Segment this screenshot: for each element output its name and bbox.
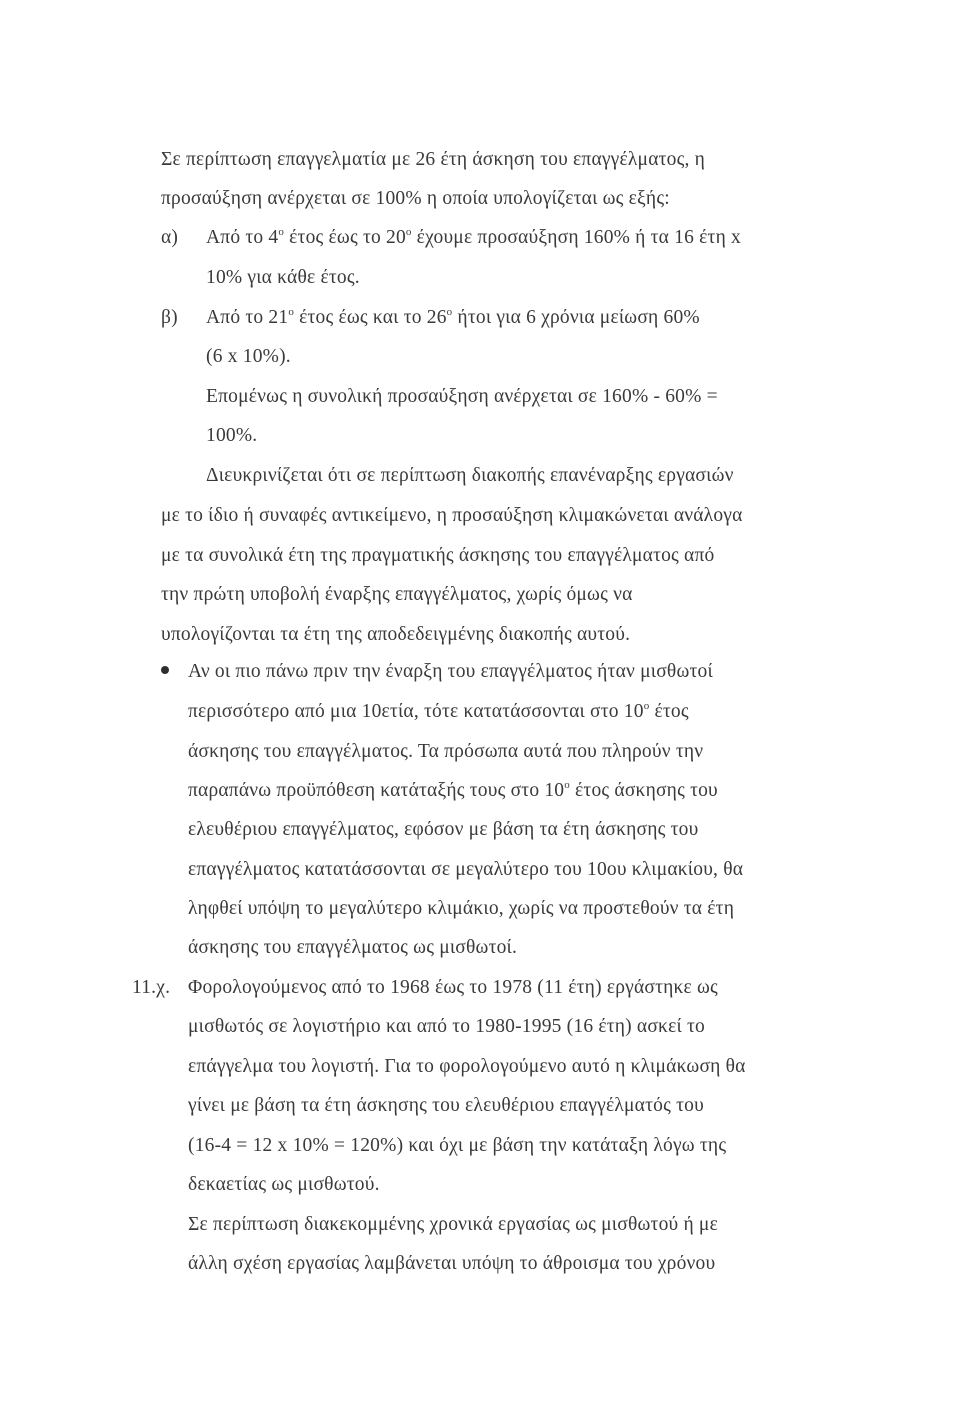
bullet-line: ληφθεί υπόψη το μεγαλύτερο κλιμάκιο, χωρίς να προστεθούν τα έτη	[188, 898, 735, 919]
item-b-line: (6 x 10%).	[206, 346, 291, 367]
bullet-line: επαγγέλματος κατατάσσονται σε μεγαλύτερο του 10ου κλιμακίου, θα	[188, 859, 744, 880]
item-b-line: Από το $21^o$ έτος έως και το $26^o$ ήτοι για 6 χρόνια μείωση 60%	[206, 306, 700, 328]
example-line: Φορολογούμενος από το 1968 έως το 1978 (11 έτη) εργάστηκε ως	[188, 977, 718, 998]
clarify-line: υπολογίζονται τα έτη της αποδεδειγμένης διακοπής αυτού.	[161, 624, 631, 645]
intro-line: Σε περίπτωση επαγγελματία με 26 έτη άσκηση του επαγγέλματος, η	[161, 149, 706, 170]
example-line: άλλη σχέση εργασίας λαμβάνεται υπόψη το άθροισμα του χρόνου	[188, 1253, 716, 1274]
item-a-marker: α)	[161, 227, 179, 248]
intro-line: προσαύξηση ανέρχεται σε 100% η οποία υπολογίζεται ως εξής:	[161, 188, 670, 209]
bullet-line: άσκησης του επαγγέλματος ως μισθωτοί.	[188, 937, 518, 958]
example-line: (16-4 = 12 x 10% = 120%) και όχι με βάση την κατάταξη λόγω της	[188, 1135, 727, 1156]
example-line: Σε περίπτωση διακεκομμένης χρονικά εργασίας ως μισθωτού ή με	[188, 1214, 718, 1235]
clarify-line: με το ίδιο ή συναφές αντικείμενο, η προσαύξηση κλιμακώνεται ανάλογα	[161, 505, 743, 526]
clarify-line: Διευκρινίζεται ότι σε περίπτωση διακοπής επανέναρξης εργασιών	[206, 465, 734, 486]
example-line: δεκαετίας ως μισθωτού.	[188, 1174, 380, 1195]
bullet-line: άσκησης του επαγγέλματος. Τα πρόσωπα αυτά που πληρούν την	[188, 741, 704, 762]
item-a-line: 10% για κάθε έτος.	[206, 267, 360, 288]
bullet-icon	[161, 666, 169, 674]
item-a-line: Από το $4^o$ έτος έως το $20^o$ έχουμε προσαύξηση 160% ή τα 16 έτη x	[206, 226, 741, 248]
bullet-line: ελευθέριου επαγγέλματος, εφόσον με βάση τα έτη άσκησης του	[188, 819, 699, 840]
bullet-line: Αν οι πιο πάνω πριν την έναρξη του επαγγέλματος ήταν μισθωτοί	[188, 661, 713, 682]
item-b-marker: β)	[161, 307, 178, 328]
clarify-line: την πρώτη υποβολή έναρξης επαγγέλματος, χωρίς όμως να	[161, 584, 633, 605]
item-b-line: 100%.	[206, 425, 258, 446]
bullet-line: παραπάνω προϋπόθεση κατάταξής τους στο $10^o$ έτος άσκησης του	[188, 779, 718, 801]
example-line: μισθωτός σε λογιστήριο και από το 1980-1995 (16 έτη) ασκεί το	[188, 1016, 705, 1037]
item-b-line: Επομένως η συνολική προσαύξηση ανέρχεται σε 160% - 60% =	[206, 386, 718, 407]
example-line: επάγγελμα του λογιστή. Για το φορολογούμενο αυτό η κλιμάκωση θα	[188, 1056, 746, 1077]
clarify-line: με τα συνολικά έτη της πραγματικής άσκησης του επαγγέλματος από	[161, 545, 715, 566]
bullet-line: περισσότερο από μια 10ετία, τότε κατατάσσονται στο $10^o$ έτος	[188, 700, 689, 722]
example-line: γίνει με βάση τα έτη άσκησης του ελευθέριου επαγγέλματός του	[188, 1095, 704, 1116]
example-marker: 11.χ.	[132, 977, 171, 998]
